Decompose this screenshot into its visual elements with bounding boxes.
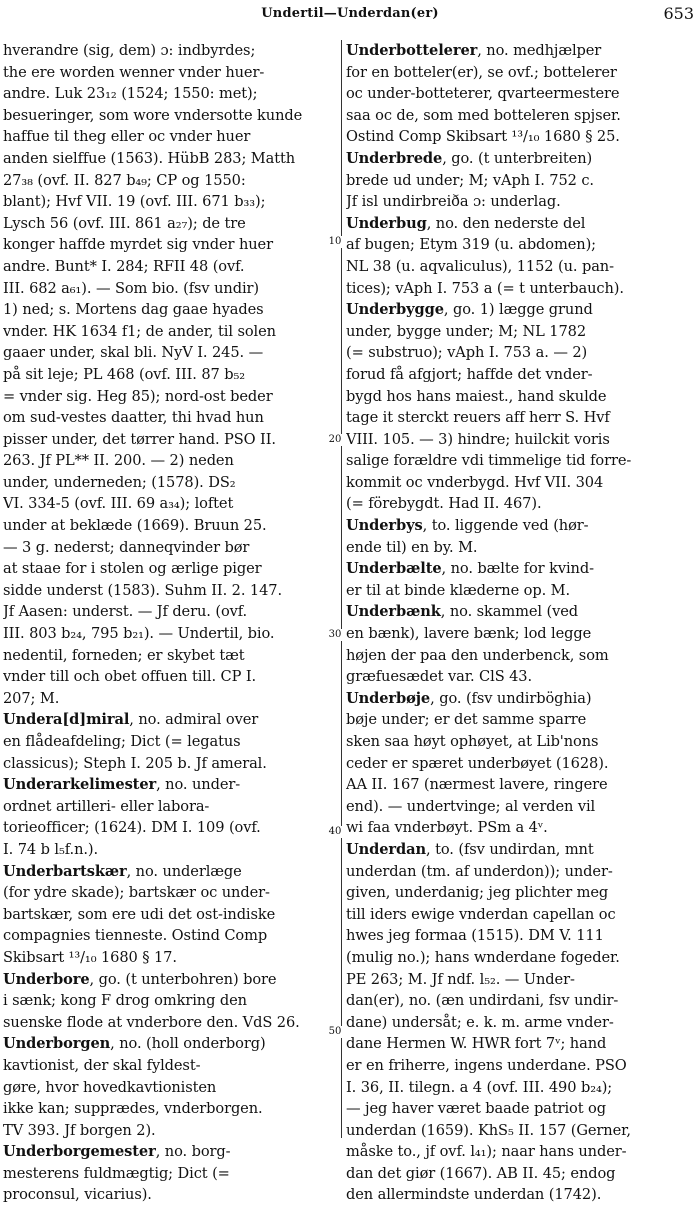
left-column-line: 263. Jf PL** II. 200. — 2) neden <box>3 452 234 470</box>
left-column-line: andre. Luk 23₁₂ (1524; 1550: met); <box>3 85 258 103</box>
left-column-line: under at beklæde (1669). Bruun 25. <box>3 517 267 535</box>
right-column-line: er en friherre, ingens underdane. PSO <box>346 1056 627 1074</box>
right-column-line: Underbænk, no. skammel (ved <box>346 603 579 621</box>
right-column-line: NL 38 (u. aqvaliculus), 1152 (u. pan- <box>346 257 614 275</box>
right-column-line: Underdan, to. (fsv undirdan, mnt <box>346 840 594 858</box>
right-column-line: underdan (1659). KhS₅ II. 157 (Gerner, <box>346 1121 631 1139</box>
right-column-line: end). — undertvinge; al verden vil <box>346 797 596 815</box>
left-column-line: compagnies tienneste. Ostind Comp <box>3 927 268 945</box>
right-column-line: brede ud under; M; vAph I. 752 c. <box>346 171 594 189</box>
left-column-line: I. 74 b l₅f.n.). <box>3 840 99 858</box>
right-column-line: bøje under; er det samme sparre <box>346 711 587 729</box>
left-column-line: en flådeafdeling; Dict (= legatus <box>3 733 241 750</box>
right-column-line: Underbrede, go. (t unterbreiten) <box>346 149 593 167</box>
right-column-line: forud få afgjort; haffde det vnder- <box>346 365 593 383</box>
right-column-line: bygd hos hans maiest., hand skulde <box>346 387 607 405</box>
right-column-line: Jf isl undirbreiða ɔ: underlag. <box>346 193 561 211</box>
right-column-line: tage it sterckt reuers aff herr S. Hvf <box>346 409 610 427</box>
left-column-line: Underborgen, no. (holl onderborg) <box>3 1035 266 1053</box>
left-column-line: i sænk; kong F drog omkring den <box>3 992 247 1010</box>
left-column-line: om sud-vestes daatter, thi hvad hun <box>3 409 264 427</box>
right-column-line: er til at binde klæderne op. M. <box>346 581 571 599</box>
right-column-line: wi faa vnderbøyt. PSm a 4ᵛ. <box>346 819 548 837</box>
right-column <box>346 40 683 1206</box>
right-column-line: PE 263; M. Jf ndf. l₅₂. — Under- <box>346 970 575 988</box>
left-column-line: haffue til theg eller oc vnder huer <box>3 128 251 146</box>
left-column-line: TV 393. Jf borgen 2). <box>3 1121 156 1139</box>
column-divider <box>341 40 342 1138</box>
right-column-line: underdan (tm. af underdon)); under- <box>346 862 613 880</box>
left-column-line: pisser under, det tørrer hand. PSO II. <box>3 430 276 448</box>
left-column-line: = vnder sig. Heg 85); nord-ost beder <box>3 387 273 405</box>
left-column-line: Underbartskær, no. underlæge <box>3 862 242 880</box>
left-column-line: vnder till och obet offuen till. CP I. <box>3 668 257 686</box>
left-column-line: Skibsart ¹³/₁₀ 1680 § 17. <box>3 948 177 966</box>
right-column-line: dane Hermen W. HWR fort 7ᵛ; hand <box>346 1035 607 1053</box>
page-header <box>0 4 700 26</box>
right-column-line: af bugen; Etym 319 (u. abdomen); <box>346 236 596 254</box>
left-column-line: nedentil, forneden; er skybet tæt <box>3 646 245 664</box>
left-column-line: 27₃₈ (ovf. II. 827 b₄₉; CP og 1550: <box>3 171 246 189</box>
left-column-line: andre. Bunt* I. 284; RFII 48 (ovf. <box>3 257 245 275</box>
left-column-line: Underarkelimester, no. under- <box>3 776 241 794</box>
right-column-line: VIII. 105. — 3) hindre; huilckit voris <box>346 430 610 448</box>
left-column-line: Undera[d]miral, no. admiral over <box>3 711 259 729</box>
left-column-line: ordnet artilleri- eller labora- <box>3 797 210 815</box>
left-column-line: gaaer under, skal bli. NyV I. 245. — <box>3 344 264 362</box>
left-column-line: (for ydre skade); bartskær oc under- <box>3 884 270 902</box>
left-column-line: torieofficer; (1624). DM I. 109 (ovf. <box>3 819 261 837</box>
right-column-line: tices); vAph I. 753 a (= t unterbauch). <box>346 279 624 297</box>
right-column-line: ceder er spæret underbøyet (1628). <box>346 754 609 772</box>
left-column-line: III. 803 b₂₄, 795 b₂₁). — Undertil, bio. <box>3 625 275 643</box>
right-column-line: græfuesædet var. ClS 43. <box>346 668 533 686</box>
running-head: Undertil—Underdan(er) <box>261 6 439 21</box>
right-column-line: AA II. 167 (nærmest lavere, ringere <box>346 776 608 794</box>
left-column-line: kavtionist, der skal fyldest- <box>3 1056 201 1074</box>
left-column-line: VI. 334-5 (ovf. III. 69 a₃₄); loftet <box>3 495 234 513</box>
left-column <box>3 40 340 1206</box>
left-column-line: sidde underst (1583). Suhm II. 2. 147. <box>3 581 283 599</box>
left-column-line: the ere worden wenner vnder huer- <box>3 63 265 81</box>
right-column-line: den allermindste underdan (1742). <box>346 1186 602 1204</box>
right-column-line: for en botteler(er), se ovf.; bottelerer <box>346 63 617 81</box>
left-column-line: bartskær, som ere udi det ost-indiske <box>3 905 276 923</box>
right-column-line: Underbug, no. den nederste del <box>346 214 586 232</box>
left-column-line: besueringer, som wore vndersotte kunde <box>3 106 303 124</box>
left-column-line: classicus); Steph I. 205 b. Jf ameral. <box>3 754 267 772</box>
left-column-line: Jf Aasen: underst. — Jf deru. (ovf. <box>3 603 248 621</box>
left-column-line: vnder. HK 1634 f1; de ander, til solen <box>3 322 276 340</box>
right-column-line: till iders ewige vnderdan capellan oc <box>346 905 616 923</box>
left-column-line: proconsul, vicarius). <box>3 1186 152 1204</box>
left-column-line: suenske flode at vnderbore den. VdS 26. <box>3 1013 300 1031</box>
left-column-line: 207; M. <box>3 689 60 707</box>
left-column-line: hverandre (sig, dem) ɔ: indbyrdes; <box>3 42 256 59</box>
left-column-line: mesterens fuldmægtig; Dict (= <box>3 1164 230 1182</box>
right-column-line: ende til) en by. M. <box>346 538 478 556</box>
right-column-line: (= substruo); vAph I. 753 a. — 2) <box>346 344 588 362</box>
right-column-line: (mulig no.); hans wnderdane fogeder. <box>346 948 620 966</box>
left-column-line: Lysch 56 (ovf. III. 861 a₂₇); de tre <box>3 214 246 232</box>
line-number: 20 <box>326 434 344 446</box>
left-column-line: Underborgemester, no. borg- <box>3 1143 231 1161</box>
left-column-line: gøre, hvor hovedkavtionisten <box>3 1078 217 1096</box>
left-column-line: på sit leje; PL 468 (ovf. III. 87 b₅₂ <box>3 365 246 383</box>
right-column-line: dan det giør (1667). AB II. 45; endog <box>346 1164 616 1182</box>
right-column-line: hwes jeg formaa (1515). DM V. 111 <box>346 927 604 945</box>
left-column-line: Underbore, go. (t unterbohren) bore <box>3 970 277 988</box>
right-column-line: under, bygge under; M; NL 1782 <box>346 322 587 340</box>
right-column-line: Underbygge, go. 1) lægge grund <box>346 301 593 319</box>
left-column-line: blant); Hvf VII. 19 (ovf. III. 671 b₃₃); <box>3 193 266 211</box>
right-column-line: sken saa høyt ophøyet, at Lib'nons <box>346 733 599 750</box>
line-number: 10 <box>326 236 344 248</box>
right-column-line: Ostind Comp Skibsart ¹³/₁₀ 1680 § 25. <box>346 128 620 146</box>
left-column-line: konger haffde myrdet sig vnder huer <box>3 236 273 254</box>
left-column-line: III. 682 a₆₁). — Som bio. (fsv undir) <box>3 279 259 297</box>
left-column-line: at staae for i stolen og ærlige piger <box>3 560 262 578</box>
right-column-line: I. 36, II. tilegn. a 4 (ovf. III. 490 b₂₄); <box>346 1078 613 1096</box>
right-column-line: en bænk), lavere bænk; lod legge <box>346 625 592 643</box>
right-column-line: dane) undersåt; e. k. m. arme vnder- <box>346 1013 614 1031</box>
right-column-line: salige forældre vdi timmelige tid forre- <box>346 452 632 470</box>
left-column-line: ikke kan; supprædes, vnderborgen. <box>3 1100 263 1118</box>
page-number: 653 <box>663 4 694 23</box>
right-column-line: saa oc de, som med botteleren spjser. <box>346 106 621 124</box>
line-number: 50 <box>326 1026 344 1038</box>
right-column-line: måske to., jf ovf. l₄₁); naar hans under- <box>346 1143 627 1161</box>
right-column-line: Underbælte, no. bælte for kvind- <box>346 560 594 578</box>
left-column-line: anden sielffue (1563). HübB 283; Matth <box>3 149 296 167</box>
right-column-line: højen der paa den underbenck, som <box>346 646 609 664</box>
right-column-line: kommit oc vnderbygd. Hvf VII. 304 <box>346 473 604 491</box>
right-column-line: dan(er), no. (æn undirdani, fsv undir- <box>346 992 619 1010</box>
right-column-line: Underbottelerer, no. medhjælper <box>346 42 602 59</box>
right-column-line: Underbøje, go. (fsv undirböghia) <box>346 689 592 707</box>
line-number: 30 <box>326 629 344 641</box>
left-column-line: 1) ned; s. Mortens dag gaae hyades <box>3 301 264 319</box>
line-number: 40 <box>326 826 344 838</box>
left-column-line: under, underneden; (1578). DS₂ <box>3 473 236 491</box>
right-column-line: oc under-botteterer, qvarteermestere <box>346 85 620 103</box>
right-column-line: — jeg haver været baade patriot og <box>346 1100 606 1118</box>
right-column-line: (= förebygdt. Had II. 467). <box>346 495 542 513</box>
right-column-line: given, underdanig; jeg plichter meg <box>346 884 609 902</box>
left-column-line: — 3 g. nederst; danneqvinder bør <box>3 538 250 556</box>
right-column-line: Underbys, to. liggende ved (hør- <box>346 517 589 535</box>
